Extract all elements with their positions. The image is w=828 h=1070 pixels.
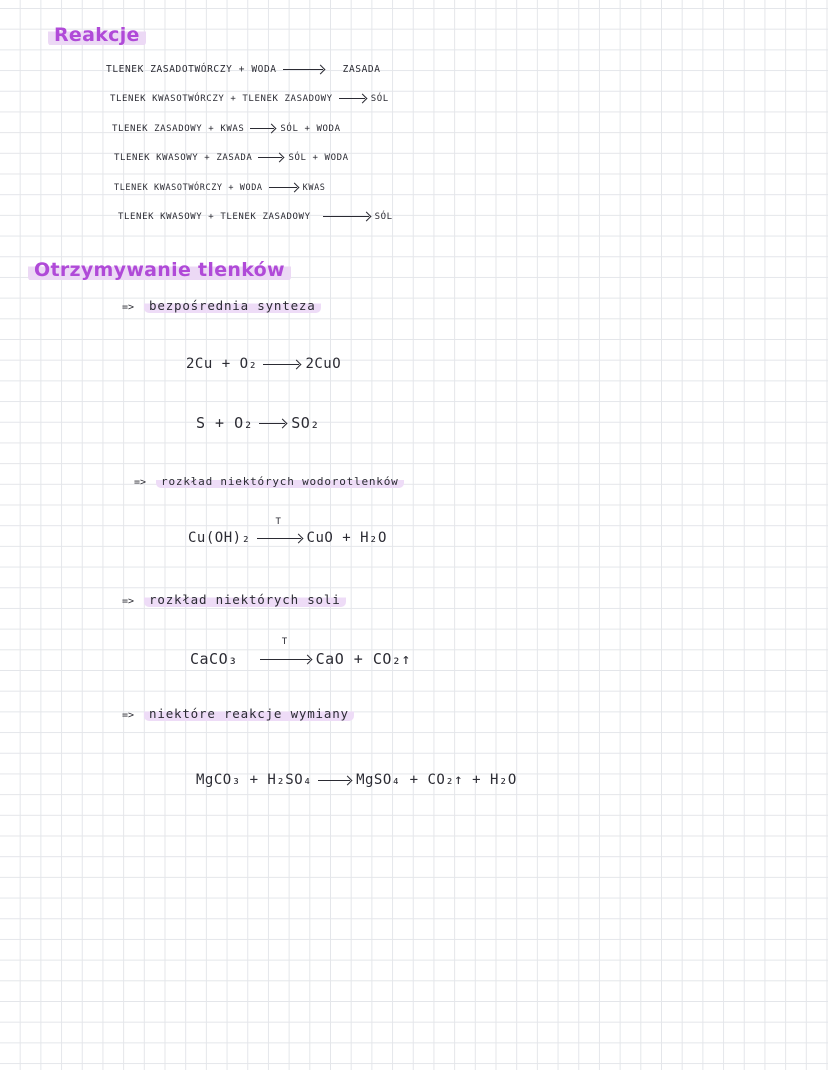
reaction-arrow (323, 216, 369, 217)
section-heading-reakcje (48, 24, 146, 46)
equation-arrow (259, 423, 285, 424)
method-label: rozkład niektórych wodorotlenków (156, 475, 404, 488)
reaction-arrow (250, 128, 274, 129)
temperature-label: T (281, 637, 288, 647)
reaction-line: TLENEK KWASOTWÓRCZY + WODA KWAS (114, 183, 326, 193)
equation-arrow (318, 780, 350, 781)
equation: Cu(OH)₂ T CuO + H₂O (188, 517, 387, 546)
method-item (134, 474, 404, 488)
method-item (122, 706, 354, 721)
reaction-line: TLENEK ZASADOWY + KWAS SÓL + WODA (112, 124, 341, 134)
heading-text: Otrzymywanie tlenków (28, 259, 291, 281)
reaction-line: TLENEK ZASADOTWÓRCZY + WODA ZASADA (106, 64, 381, 75)
equation: 2Cu + O₂ 2CuO (186, 356, 342, 372)
equation: S + O₂ SO₂ (196, 414, 320, 432)
equation: MgCO₃ + H₂SO₄ MgSO₄ + CO₂↑ + H₂O (196, 772, 517, 788)
reaction-line: TLENEK KWASOTWÓRCZY + TLENEK ZASADOWY SÓL (110, 94, 389, 104)
method-label: niektóre reakcje wymiany (144, 706, 354, 721)
equation: CaCO₃ T CaO + CO₂↑ (190, 637, 411, 668)
section-heading-otrzymywanie (28, 259, 291, 281)
method-item (122, 298, 321, 313)
temperature-label: T (275, 517, 282, 527)
reaction-arrow (339, 98, 365, 99)
heading-text: Reakcje (48, 24, 146, 46)
reaction-arrow (283, 69, 323, 70)
equation-arrow (257, 538, 301, 539)
reaction-arrow (258, 157, 282, 158)
method-label: bezpośrednia synteza (144, 298, 321, 313)
equation-arrow (263, 364, 299, 365)
arrow-marker: => (122, 302, 135, 313)
arrow-marker: => (122, 596, 135, 607)
arrow-marker: => (122, 710, 135, 721)
equation-arrow (260, 659, 310, 660)
reaction-arrow (269, 187, 297, 188)
reaction-line: TLENEK KWASOWY + ZASADA SÓL + WODA (114, 153, 349, 163)
reaction-line: TLENEK KWASOWY + TLENEK ZASADOWY SÓL (118, 212, 393, 222)
method-label: rozkład niektórych soli (144, 592, 346, 607)
arrow-marker: => (134, 477, 147, 488)
method-item (122, 592, 346, 607)
